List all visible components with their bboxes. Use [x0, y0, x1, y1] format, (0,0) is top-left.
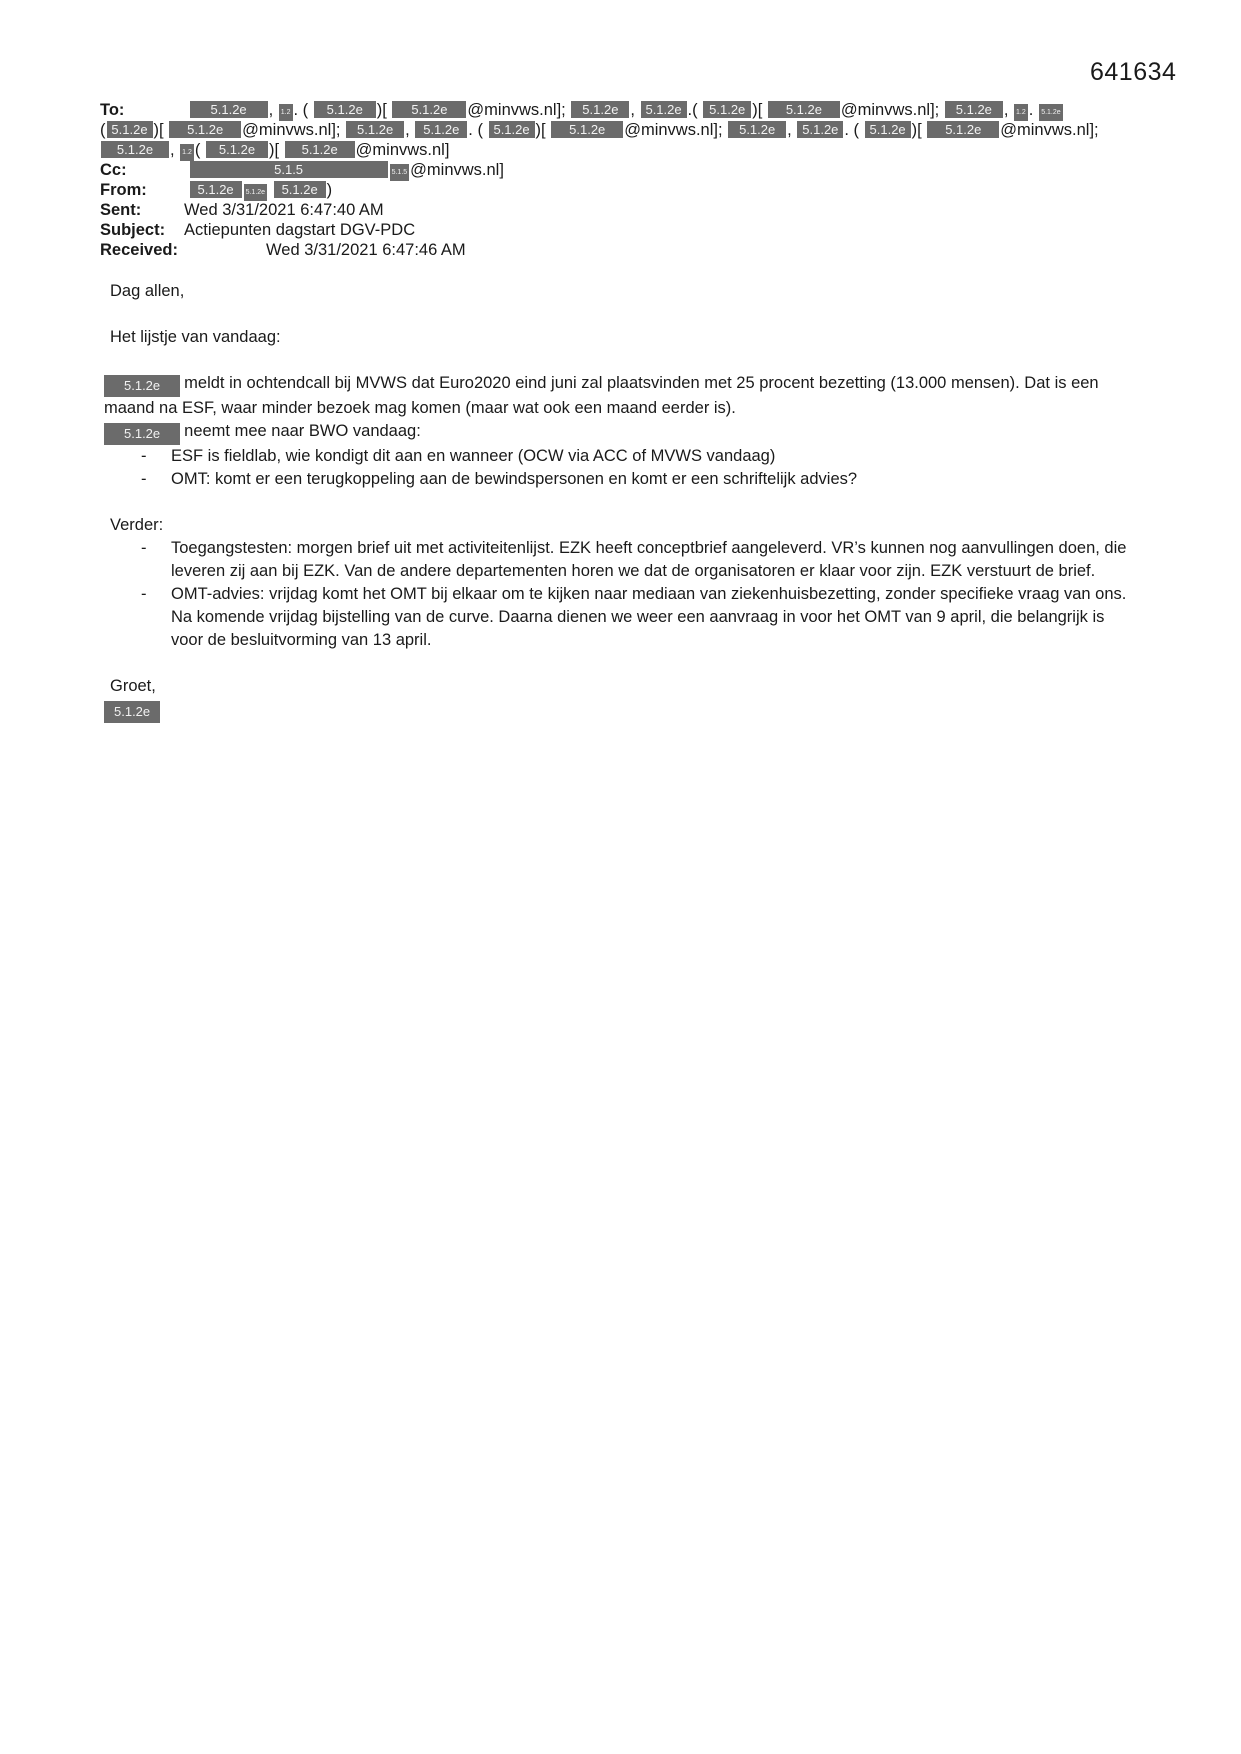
- to-line-1: To: 5.1.2e , 1.2 . ( 5.1.2e )[ 5.1.2e @minvws.nl]; 5.1.2e , 5.1.2e .( 5.1.2e )[ 5.1.2e @minvws.nl]; 5.1.2e , 1.2 . 5.1.2e: [100, 100, 1140, 120]
- email-domain: @minvws.nl];: [242, 121, 341, 139]
- from-label: From:: [100, 181, 147, 199]
- redaction: 5.1.2e: [415, 121, 467, 138]
- email-domain: @minvws.nl]: [410, 161, 504, 179]
- redaction: 5.1.2e: [927, 121, 999, 138]
- to-line-3: 5.1.2e , 1.2 ( 5.1.2e )[ 5.1.2e @minvws.nl]: [100, 140, 1140, 160]
- email-header: [100, 100, 1140, 260]
- cc-line: [100, 160, 1140, 180]
- email-domain: @minvws.nl];: [840, 101, 940, 119]
- list-item: - Toegangstesten: morgen brief uit met activiteitenlijst. EZK heeft conceptbrief aangeleverd. VR’s kunnen nog aanvullingen doen, die leveren zij aan bij EZK. Van de andere departementen horen we dat de organisatoren er klaar voor zijn. EZK verstuurt de brief.: [171, 537, 1130, 583]
- redaction: 5.1.2e: [392, 101, 466, 118]
- redaction: 5.1.2e: [104, 423, 180, 445]
- redaction: 5.1.2e: [1039, 104, 1063, 121]
- redaction: 5.1.2e: [571, 101, 629, 118]
- redaction: 5.1.2e: [107, 121, 153, 138]
- bwo-list: [110, 445, 1130, 491]
- received-label: Received:: [100, 241, 178, 259]
- redaction: 5.1.2e: [768, 101, 840, 118]
- redaction: 5.1.2e: [728, 121, 786, 138]
- to-line-2: ( 5.1.2e )[ 5.1.2e @minvws.nl]; 5.1.2e , 5.1.2e . ( 5.1.2e )[ 5.1.2e @minvws.nl]; 5.1.2e , 5.1.2e . ( 5.1.2e )[ 5.1.2e @minvws.nl];: [100, 121, 1099, 139]
- redaction: 5.1.5: [190, 161, 388, 178]
- to-label: To:: [100, 101, 125, 119]
- email-domain: @minvws.nl];: [1000, 121, 1099, 139]
- list-item: - OMT-advies: vrijdag komt het OMT bij elkaar om te kijken naar mediaan van ziekenhuisbezetting, zonder specifieke vraag van ons. Na komende vrijdag bijstelling van de curve. Daarna dienen we weer een aanvraag in voor het OMT van 9 april, die belangrijk is voor de besluitvorming van 13 april.: [171, 583, 1130, 652]
- from-line: From: 5.1.2e 5.1.2e 5.1.2e ): [100, 181, 333, 199]
- sent-line: [100, 200, 1140, 220]
- redaction: 5.1.2e: [190, 181, 242, 198]
- paragraph-text: meldt in ochtendcall bij MVWS dat Euro2020 eind juni zal plaatsvinden met 25 procent bezetting (13.000 mensen). Dat is een maand na ESF, waar minder bezoek mag komen (maar wat ook een maand eerder is).: [104, 374, 1099, 417]
- cc-label: Cc:: [100, 161, 127, 179]
- redaction: 5.1.2e: [285, 141, 355, 158]
- redaction: 5.1.2e: [244, 184, 267, 201]
- redaction: 1.2: [1014, 104, 1028, 121]
- subject-line: [100, 220, 1140, 240]
- redaction: 5.1.2e: [169, 121, 241, 138]
- subject-value: Actiepunten dagstart DGV-PDC: [184, 221, 416, 239]
- received-line: [100, 240, 1140, 260]
- redaction: 5.1.2e: [489, 121, 535, 138]
- redaction: 5.1.2e: [703, 101, 751, 118]
- further-list: [110, 537, 1130, 652]
- redaction: 5.1.2e: [274, 181, 326, 198]
- redaction: 5.1.2e: [641, 101, 687, 118]
- redaction: 5.1.5: [390, 164, 410, 181]
- email-domain: @minvws.nl]: [355, 141, 450, 159]
- closing: Groet,: [110, 677, 156, 695]
- intro: Het lijstje van vandaag:: [110, 328, 281, 346]
- email-body: [104, 280, 1130, 723]
- redaction: 5.1.2e: [104, 375, 180, 397]
- email-domain: @minvws.nl];: [624, 121, 723, 139]
- email-domain: @minvws.nl];: [467, 101, 566, 119]
- redaction: 5.1.2e: [945, 101, 1003, 118]
- subject-label: Subject:: [100, 221, 166, 239]
- paragraph-bwo: [104, 420, 1130, 445]
- sent-value: Wed 3/31/2021 6:47:40 AM: [184, 201, 384, 219]
- signature-redaction: 5.1.2e: [104, 701, 160, 723]
- redaction: 5.1.2e: [346, 121, 404, 138]
- greeting: Dag allen,: [110, 282, 185, 300]
- redaction: 5.1.2e: [797, 121, 843, 138]
- redaction: 5.1.2e: [190, 101, 268, 118]
- redaction: 5.1.2e: [865, 121, 911, 138]
- list-item: - OMT: komt er een terugkoppeling aan de bewindspersonen en komt er een schriftelijk advies?: [171, 468, 1130, 491]
- redaction: 5.1.2e: [551, 121, 623, 138]
- sent-label: Sent:: [100, 201, 142, 219]
- redaction: 5.1.2e: [206, 141, 268, 158]
- redaction: 1.2: [180, 144, 194, 161]
- paragraph-text: neemt mee naar BWO vandaag:: [184, 422, 421, 440]
- document-number: 641634: [1090, 58, 1177, 86]
- redaction: 5.1.2e: [314, 101, 376, 118]
- redaction: 1.2: [279, 104, 293, 121]
- redaction: 5.1.2e: [101, 141, 169, 158]
- paragraph-euro2020: [104, 372, 1130, 420]
- further-heading: Verder:: [110, 516, 164, 534]
- list-item: - ESF is fieldlab, wie kondigt dit aan en wanneer (OCW via ACC of MVWS vandaag): [171, 445, 1130, 468]
- received-value: Wed 3/31/2021 6:47:46 AM: [266, 241, 466, 259]
